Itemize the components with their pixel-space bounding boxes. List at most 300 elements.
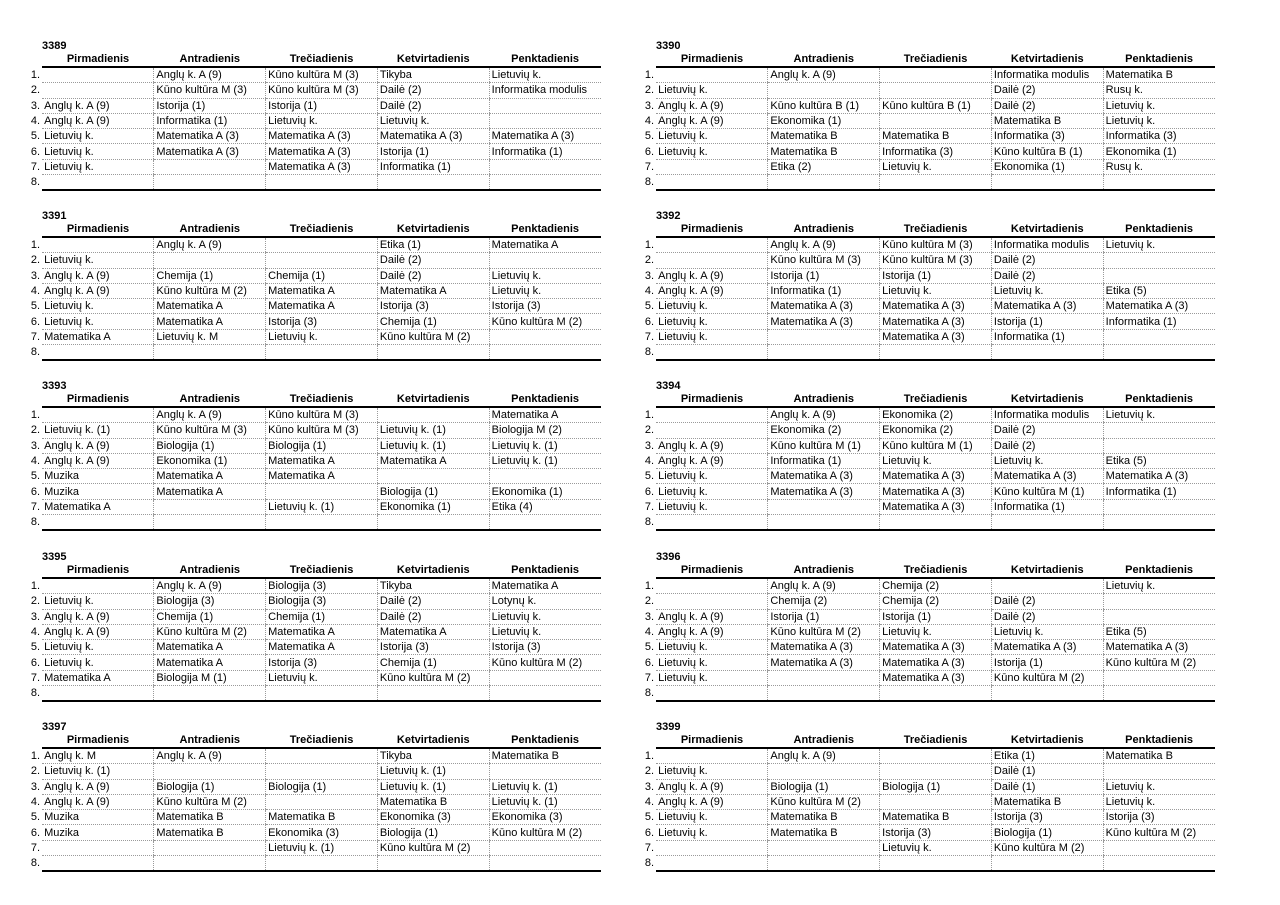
lesson-cell: Lietuvių k. [1103,98,1215,113]
timetable-grid [26,52,601,191]
day-header: Ketvirtadienis [991,563,1103,578]
period-header [26,52,42,67]
day-header: Trečiadienis [266,52,378,67]
period-number: 7. [30,330,41,343]
day-header: Trečiadienis [880,52,992,67]
period-number: 4. [30,796,41,809]
lesson-cell: Etika (4) [489,499,601,514]
period-row [26,83,601,98]
lesson-cell: Kūno kultūra M (3) [266,83,378,98]
lesson-cell: Lietuvių k. [880,283,992,298]
period-number: 3. [644,439,655,452]
lesson-cell: Informatika (1) [154,113,266,128]
lesson-cell: Chemija (2) [880,578,992,594]
period-row [26,655,601,670]
day-header: Ketvirtadienis [991,52,1103,67]
period-number: 5. [644,300,655,313]
lesson-cell [656,237,768,253]
lesson-cell: Muzika [42,825,154,840]
lesson-cell [266,345,378,361]
lesson-cell [768,856,880,872]
lesson-cell: Informatika (3) [1103,129,1215,144]
lesson-cell: Matematika A [266,283,378,298]
period-number: 4. [644,455,655,468]
lesson-cell: Kūno kultūra B (1) [991,144,1103,159]
period-number: 1. [644,749,655,762]
period-header [640,392,656,407]
lesson-cell [991,578,1103,594]
period-number: 7. [30,841,41,854]
lesson-cell [42,237,154,253]
period-number: 8. [644,516,655,529]
period-row [640,810,1215,825]
lesson-cell: Istorija (3) [991,810,1103,825]
period-row [26,578,601,594]
period-row [640,764,1215,779]
period-row [640,825,1215,840]
lesson-cell: Lietuvių k. [1103,779,1215,794]
day-header: Penktadienis [1103,52,1215,67]
lesson-cell: Informatika (1) [991,499,1103,514]
lesson-cell: Lietuvių k. [656,764,768,779]
lesson-cell [154,764,266,779]
lesson-cell: Informatika (3) [991,129,1103,144]
period-number: 7. [644,671,655,684]
lesson-cell: Anglų k. A (9) [768,578,880,594]
day-header: Penktadienis [1103,563,1215,578]
lesson-cell: Dailė (2) [991,83,1103,98]
period-row [640,624,1215,639]
period-row [26,748,601,764]
lesson-cell [768,329,880,344]
lesson-cell [489,670,601,685]
day-header: Antradienis [768,563,880,578]
lesson-cell [266,253,378,268]
lesson-cell: Anglų k. A (9) [656,268,768,283]
lesson-cell: Matematika B [880,129,992,144]
lesson-cell: Kūno kultūra M (1) [768,438,880,453]
timetable-code: 3389 [42,40,67,52]
timetable-grid [640,563,1215,702]
period-row [26,67,601,83]
period-row [640,98,1215,113]
lesson-cell: Ekonomika (1) [489,484,601,499]
lesson-cell: Lietuvių k. [656,299,768,314]
day-header: Antradienis [768,52,880,67]
lesson-cell [489,856,601,872]
lesson-cell: Ekonomika (2) [768,423,880,438]
timetable-grid [26,222,601,361]
period-header [640,563,656,578]
lesson-cell [42,856,154,872]
lesson-cell [266,764,378,779]
period-number: 2. [30,765,41,778]
lesson-cell: Lietuvių k. (1) [42,423,154,438]
lesson-cell: Matematika A [42,329,154,344]
lesson-cell [1103,345,1215,361]
lesson-cell: Lietuvių k. [656,484,768,499]
lesson-cell [656,594,768,609]
day-header: Pirmadienis [656,222,768,237]
lesson-cell [1103,253,1215,268]
timetable-grid [26,392,601,531]
lesson-cell: Anglų k. A (9) [656,98,768,113]
lesson-cell: Informatika (1) [768,453,880,468]
period-row [26,345,601,361]
lesson-cell [154,499,266,514]
lesson-cell [42,515,154,531]
day-header: Pirmadienis [656,52,768,67]
period-row [26,438,601,453]
lesson-cell: Etika (5) [1103,283,1215,298]
period-number: 2. [644,84,655,97]
lesson-cell: Lietuvių k. [880,624,992,639]
lesson-cell: Matematika A (3) [768,469,880,484]
lesson-cell: Istorija (3) [266,314,378,329]
lesson-cell: Lietuvių k. [1103,407,1215,423]
lesson-cell: Istorija (1) [880,609,992,624]
lesson-cell: Lietuvių k. [880,453,992,468]
lesson-cell: Kūno kultūra M (2) [377,329,489,344]
lesson-cell: Istorija (1) [880,268,992,283]
lesson-cell: Lietuvių k. [489,268,601,283]
period-number: 1. [30,408,41,421]
period-row [26,253,601,268]
period-number: 3. [30,99,41,112]
period-number: 3. [644,99,655,112]
lesson-cell: Matematika A (3) [1103,469,1215,484]
lesson-cell: Dailė (2) [991,98,1103,113]
lesson-cell: Matematika A (3) [266,144,378,159]
lesson-cell: Matematika B [1103,67,1215,83]
day-header: Ketvirtadienis [991,222,1103,237]
period-number: 6. [30,826,41,839]
lesson-cell: Matematika A (3) [154,129,266,144]
lesson-cell: Matematika A (3) [991,469,1103,484]
lesson-cell [489,345,601,361]
period-number: 4. [644,285,655,298]
day-header: Antradienis [154,563,266,578]
period-row [26,98,601,113]
period-row [26,764,601,779]
lesson-cell: Etika (2) [768,159,880,174]
lesson-cell: Lietuvių k. [489,609,601,624]
lesson-cell: Dailė (1) [991,764,1103,779]
period-number: 5. [30,641,41,654]
lesson-cell: Lietuvių k. [656,83,768,98]
lesson-cell [266,515,378,531]
timetable-grid [640,733,1215,872]
period-row [640,655,1215,670]
lesson-cell: Matematika A (3) [880,314,992,329]
lesson-cell: Matematika B [768,129,880,144]
lesson-cell: Lietuvių k. [266,329,378,344]
period-number: 8. [644,687,655,700]
lesson-cell: Dailė (2) [991,253,1103,268]
day-header: Penktadienis [489,222,601,237]
lesson-cell [489,98,601,113]
lesson-cell: Informatika (1) [489,144,601,159]
lesson-cell [656,578,768,594]
lesson-cell: Dailė (2) [991,594,1103,609]
lesson-cell: Informatika modulis [991,67,1103,83]
lesson-cell: Chemija (1) [377,655,489,670]
lesson-cell [991,345,1103,361]
lesson-cell: Matematika A [489,237,601,253]
lesson-cell [991,175,1103,191]
lesson-cell [489,159,601,174]
lesson-cell: Kūno kultūra M (1) [991,484,1103,499]
period-number: 1. [30,579,41,592]
lesson-cell [1103,175,1215,191]
lesson-cell: Lietuvių k. [42,129,154,144]
period-number: 4. [644,115,655,128]
header-row [26,392,601,407]
period-row [26,794,601,809]
lesson-cell [880,748,992,764]
lesson-cell [880,515,992,531]
lesson-cell: Dailė (2) [991,423,1103,438]
lesson-cell: Istorija (1) [768,268,880,283]
lesson-cell: Kūno kultūra M (2) [1103,825,1215,840]
period-header [640,733,656,748]
lesson-cell: Istorija (1) [377,144,489,159]
period-header [26,392,42,407]
period-number: 5. [644,130,655,143]
lesson-cell [1103,686,1215,702]
lesson-cell: Anglų k. A (9) [154,407,266,423]
lesson-cell: Matematika A (3) [266,159,378,174]
period-row [26,469,601,484]
lesson-cell: Dailė (2) [377,609,489,624]
period-row [26,299,601,314]
period-row [640,299,1215,314]
period-number: 6. [644,315,655,328]
period-row [26,129,601,144]
period-number: 1. [644,238,655,251]
lesson-cell: Lietuvių k. [656,655,768,670]
lesson-cell: Istorija (3) [1103,810,1215,825]
period-number: 7. [644,841,655,854]
day-header: Penktadienis [489,563,601,578]
timetable-grid [640,392,1215,531]
header-row [640,222,1215,237]
lesson-cell: Biologija M (2) [489,423,601,438]
header-row [640,392,1215,407]
period-row [26,594,601,609]
lesson-cell: Biologija (1) [880,779,992,794]
lesson-cell [991,515,1103,531]
period-row [26,159,601,174]
timetable-code: 3390 [656,40,681,52]
lesson-cell [656,159,768,174]
lesson-cell: Lietuvių k. [377,113,489,128]
period-number: 7. [644,500,655,513]
lesson-cell: Informatika modulis [991,237,1103,253]
lesson-cell: Ekonomika (1) [991,159,1103,174]
period-row [640,253,1215,268]
lesson-cell: Lietuvių k. (1) [489,779,601,794]
timetable-code: 3397 [42,721,67,733]
lesson-cell: Lietuvių k. [656,810,768,825]
lesson-cell [768,764,880,779]
lesson-cell [489,840,601,855]
lesson-cell [377,175,489,191]
period-number: 2. [644,254,655,267]
day-header: Ketvirtadienis [377,563,489,578]
period-number: 3. [30,610,41,623]
lesson-cell: Istorija (3) [880,825,992,840]
period-number: 3. [644,269,655,282]
lesson-cell: Kūno kultūra M (2) [489,825,601,840]
lesson-cell: Istorija (1) [991,655,1103,670]
timetable-code: 3391 [42,210,67,222]
period-row [640,407,1215,423]
lesson-cell [880,345,992,361]
lesson-cell: Matematika A (3) [880,655,992,670]
lesson-cell: Matematika A [154,640,266,655]
timetable-code: 3396 [656,551,681,563]
lesson-cell [656,345,768,361]
lesson-cell: Matematika A (3) [880,484,992,499]
lesson-cell: Anglų k. A (9) [154,748,266,764]
period-row [640,67,1215,83]
lesson-cell [880,113,992,128]
period-row [640,840,1215,855]
lesson-cell: Istorija (3) [266,655,378,670]
lesson-cell: Matematika A [489,407,601,423]
lesson-cell: Matematika A [154,299,266,314]
period-number: 6. [644,656,655,669]
period-number: 7. [30,500,41,513]
lesson-cell [42,578,154,594]
lesson-cell: Lietuvių k. (1) [489,438,601,453]
period-row [26,609,601,624]
lesson-cell [154,686,266,702]
period-row [26,810,601,825]
lesson-cell: Anglų k. M [42,748,154,764]
timetable-grid [640,52,1215,191]
period-row [26,113,601,128]
period-row [640,283,1215,298]
lesson-cell: Anglų k. A (9) [42,453,154,468]
period-number: 3. [644,610,655,623]
lesson-cell: Lietuvių k. [991,283,1103,298]
timetable-code: 3393 [42,380,67,392]
period-row [640,578,1215,594]
lesson-cell: Anglų k. A (9) [154,67,266,83]
lesson-cell: Matematika A [266,469,378,484]
lesson-cell [768,515,880,531]
day-header: Trečiadienis [880,392,992,407]
day-header: Ketvirtadienis [991,392,1103,407]
day-header: Ketvirtadienis [377,733,489,748]
lesson-cell [42,175,154,191]
period-row [640,144,1215,159]
period-header [26,563,42,578]
lesson-cell: Kūno kultūra M (3) [768,253,880,268]
lesson-cell: Anglų k. A (9) [656,609,768,624]
day-header: Penktadienis [1103,222,1215,237]
period-number: 2. [30,595,41,608]
period-number: 8. [644,346,655,359]
lesson-cell: Kūno kultūra M (2) [768,794,880,809]
header-row [26,733,601,748]
lesson-cell: Lietuvių k. [489,624,601,639]
period-number: 4. [30,115,41,128]
lesson-cell [656,423,768,438]
lesson-cell: Kūno kultūra M (2) [377,840,489,855]
lesson-cell [489,515,601,531]
lesson-cell: Matematika A [42,499,154,514]
header-row [26,563,601,578]
period-row [26,484,601,499]
lesson-cell: Matematika A (3) [377,129,489,144]
lesson-cell [1103,499,1215,514]
lesson-cell: Tikyba [377,578,489,594]
lesson-cell: Kūno kultūra M (3) [154,423,266,438]
period-row [26,515,601,531]
lesson-cell: Lietuvių k. (1) [489,453,601,468]
lesson-cell: Istorija (1) [266,98,378,113]
lesson-cell: Matematika A (3) [880,469,992,484]
period-row [26,329,601,344]
period-number: 4. [644,626,655,639]
lesson-cell: Matematika B [768,825,880,840]
lesson-cell: Anglų k. A (9) [768,407,880,423]
lesson-cell [1103,764,1215,779]
lesson-cell: Lietuvių k. [991,453,1103,468]
lesson-cell [42,407,154,423]
lesson-cell: Informatika (1) [768,283,880,298]
lesson-cell: Etika (1) [377,237,489,253]
period-number: 8. [644,857,655,870]
lesson-cell [42,83,154,98]
lesson-cell [656,407,768,423]
period-number: 3. [30,269,41,282]
period-row [640,670,1215,685]
lesson-cell [154,345,266,361]
lesson-cell: Matematika A (3) [768,640,880,655]
lesson-cell: Matematika A [154,469,266,484]
lesson-cell: Lietuvių k. [656,640,768,655]
period-row [26,825,601,840]
period-number: 1. [30,749,41,762]
lesson-cell [377,856,489,872]
timetable-code: 3395 [42,551,67,563]
lesson-cell: Lietuvių k. (1) [377,779,489,794]
day-header: Pirmadienis [42,733,154,748]
lesson-cell [377,469,489,484]
lesson-cell [377,515,489,531]
lesson-cell: Anglų k. A (9) [42,609,154,624]
day-header: Antradienis [768,733,880,748]
period-row [26,856,601,872]
lesson-cell: Dailė (2) [377,83,489,98]
lesson-cell [266,794,378,809]
lesson-cell: Lietuvių k. [42,655,154,670]
period-number: 6. [644,485,655,498]
day-header: Antradienis [154,222,266,237]
period-row [26,686,601,702]
period-row [640,686,1215,702]
lesson-cell: Istorija (3) [489,640,601,655]
period-number: 1. [30,238,41,251]
lesson-cell: Lietuvių k. [656,144,768,159]
lesson-cell: Lietuvių k. [880,840,992,855]
period-row [26,407,601,423]
period-number: 4. [30,626,41,639]
